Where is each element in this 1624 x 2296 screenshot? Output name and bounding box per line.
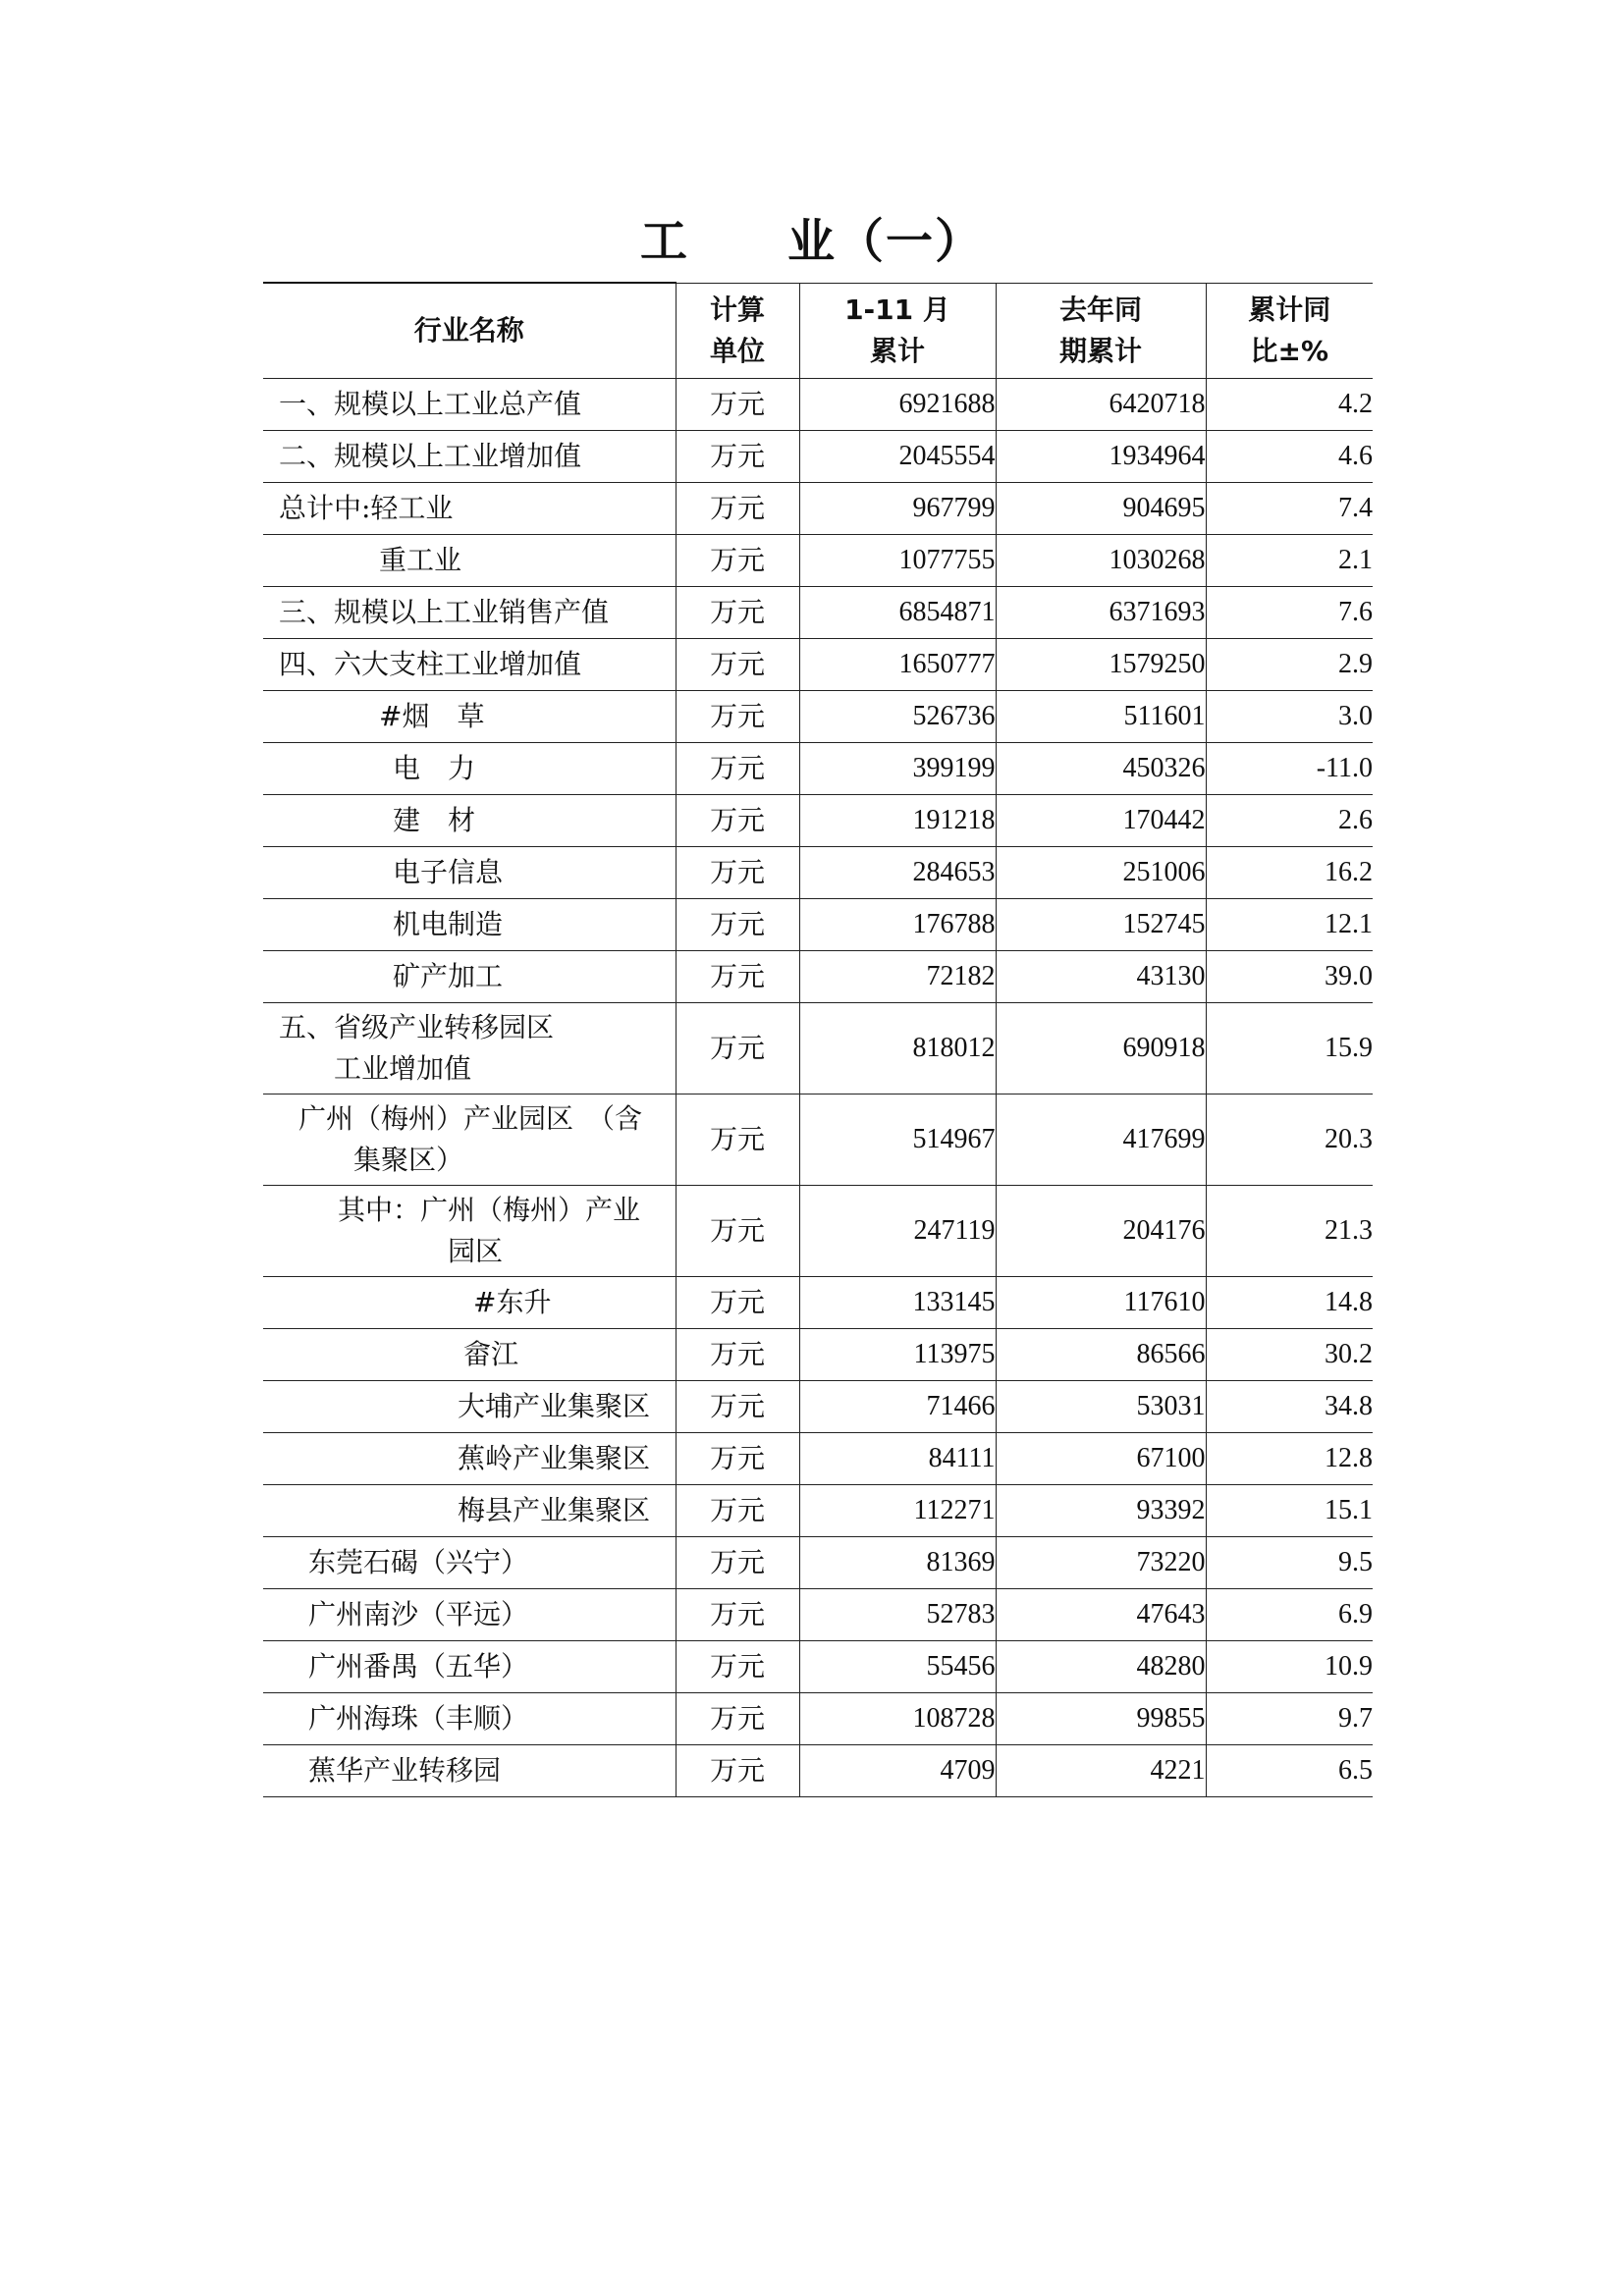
- row-current-cumulative: 4709: [799, 1745, 996, 1797]
- header-line: 期累计: [1058, 334, 1142, 367]
- table-row: [263, 1329, 1373, 1381]
- header-line: 累计同: [1248, 293, 1331, 326]
- table-row: [263, 951, 1373, 1003]
- row-industry-name: [263, 1381, 676, 1433]
- row-name-line: 其中：广州（梅州）产业: [338, 1194, 641, 1226]
- row-name-line: 工业增加值: [279, 1052, 472, 1085]
- table-row: [263, 847, 1373, 899]
- row-yoy-change: 30.2: [1206, 1329, 1373, 1381]
- row-name-line: 蕉岭产业集聚区: [458, 1442, 651, 1474]
- row-previous-cumulative: 450326: [996, 743, 1206, 795]
- row-yoy-change: 6.9: [1206, 1589, 1373, 1641]
- row-unit: 万元: [676, 1641, 799, 1693]
- table-row: [263, 1433, 1373, 1485]
- row-unit: 万元: [676, 1693, 799, 1745]
- row-industry-name: [263, 1641, 676, 1693]
- row-industry-name: [263, 1277, 676, 1329]
- row-industry-name: [263, 483, 676, 535]
- row-current-cumulative: 967799: [799, 483, 996, 535]
- row-industry-name: [263, 1693, 676, 1745]
- table-row: [263, 379, 1373, 431]
- header-line: 1-11 月: [844, 293, 950, 326]
- header-yoy-change: [1206, 283, 1373, 379]
- row-name-line: 集聚区）: [298, 1144, 464, 1176]
- row-current-cumulative: 72182: [799, 951, 996, 1003]
- row-previous-cumulative: 904695: [996, 483, 1206, 535]
- row-yoy-change: 15.1: [1206, 1485, 1373, 1537]
- row-unit: 万元: [676, 847, 799, 899]
- table-row: [263, 639, 1373, 691]
- row-current-cumulative: 84111: [799, 1433, 996, 1485]
- row-industry-name: [263, 1095, 676, 1186]
- row-name-line: 广州南沙（平远）: [308, 1598, 529, 1630]
- row-yoy-change: 9.5: [1206, 1537, 1373, 1589]
- row-previous-cumulative: 6371693: [996, 587, 1206, 639]
- table-header-row: [263, 283, 1373, 379]
- row-industry-name: [263, 1003, 676, 1095]
- header-line: 单位: [709, 334, 765, 367]
- row-name-line: 二、规模以上工业增加值: [279, 440, 582, 472]
- row-yoy-change: 21.3: [1206, 1186, 1373, 1277]
- row-name-line: 矿产加工: [393, 960, 504, 992]
- row-current-cumulative: 191218: [799, 795, 996, 847]
- row-unit: 万元: [676, 899, 799, 951]
- row-yoy-change: 2.6: [1206, 795, 1373, 847]
- table-row: [263, 1186, 1373, 1277]
- row-name-line: 园区: [338, 1235, 504, 1267]
- row-current-cumulative: 399199: [799, 743, 996, 795]
- row-name-line: 电 力: [393, 752, 476, 784]
- row-unit: 万元: [676, 379, 799, 431]
- row-yoy-change: 4.2: [1206, 379, 1373, 431]
- row-unit: 万元: [676, 1329, 799, 1381]
- row-previous-cumulative: 4221: [996, 1745, 1206, 1797]
- row-unit: 万元: [676, 1095, 799, 1186]
- table-row: [263, 483, 1373, 535]
- row-current-cumulative: 112271: [799, 1485, 996, 1537]
- row-yoy-change: 15.9: [1206, 1003, 1373, 1095]
- row-yoy-change: 20.3: [1206, 1095, 1373, 1186]
- row-current-cumulative: 1077755: [799, 535, 996, 587]
- row-unit: 万元: [676, 1745, 799, 1797]
- row-name-line: 总计中:轻工业: [279, 492, 454, 524]
- row-industry-name: [263, 951, 676, 1003]
- table-row: [263, 795, 1373, 847]
- row-name-line: 电子信息: [393, 856, 504, 888]
- table-row: [263, 743, 1373, 795]
- row-yoy-change: -11.0: [1206, 743, 1373, 795]
- row-unit: 万元: [676, 483, 799, 535]
- row-current-cumulative: 81369: [799, 1537, 996, 1589]
- row-name-line: 四、六大支柱工业增加值: [279, 648, 582, 680]
- table-row: [263, 1693, 1373, 1745]
- row-previous-cumulative: 99855: [996, 1693, 1206, 1745]
- row-name-line: 一、规模以上工业总产值: [279, 388, 582, 420]
- row-current-cumulative: 284653: [799, 847, 996, 899]
- row-unit: 万元: [676, 1186, 799, 1277]
- header-unit: [676, 283, 799, 379]
- row-yoy-change: 4.6: [1206, 431, 1373, 483]
- row-current-cumulative: 176788: [799, 899, 996, 951]
- row-yoy-change: 14.8: [1206, 1277, 1373, 1329]
- row-unit: 万元: [676, 1003, 799, 1095]
- row-yoy-change: 7.4: [1206, 483, 1373, 535]
- row-current-cumulative: 1650777: [799, 639, 996, 691]
- row-name-line: #烟 草: [379, 700, 485, 732]
- row-previous-cumulative: 6420718: [996, 379, 1206, 431]
- table-row: [263, 587, 1373, 639]
- row-yoy-change: 39.0: [1206, 951, 1373, 1003]
- row-yoy-change: 3.0: [1206, 691, 1373, 743]
- row-previous-cumulative: 48280: [996, 1641, 1206, 1693]
- row-industry-name: [263, 1329, 676, 1381]
- row-name-line: 重工业: [379, 544, 462, 576]
- row-current-cumulative: 514967: [799, 1095, 996, 1186]
- row-industry-name: [263, 431, 676, 483]
- row-unit: 万元: [676, 1485, 799, 1537]
- row-industry-name: [263, 847, 676, 899]
- row-unit: 万元: [676, 1537, 799, 1589]
- header-current-cumulative: [799, 283, 996, 379]
- table-row: [263, 1641, 1373, 1693]
- row-previous-cumulative: 67100: [996, 1433, 1206, 1485]
- table-row: [263, 1745, 1373, 1797]
- row-yoy-change: 2.9: [1206, 639, 1373, 691]
- row-unit: 万元: [676, 535, 799, 587]
- header-industry-name: [263, 283, 676, 379]
- row-unit: 万元: [676, 587, 799, 639]
- row-industry-name: [263, 1589, 676, 1641]
- row-name-line: 机电制造: [393, 908, 504, 940]
- header-previous-cumulative: [996, 283, 1206, 379]
- row-unit: 万元: [676, 1381, 799, 1433]
- row-yoy-change: 12.1: [1206, 899, 1373, 951]
- table-row: [263, 1537, 1373, 1589]
- table-row: [263, 691, 1373, 743]
- table-row: [263, 1277, 1373, 1329]
- row-current-cumulative: 526736: [799, 691, 996, 743]
- row-current-cumulative: 55456: [799, 1641, 996, 1693]
- row-industry-name: [263, 899, 676, 951]
- row-unit: 万元: [676, 1589, 799, 1641]
- row-previous-cumulative: 73220: [996, 1537, 1206, 1589]
- table-row: [263, 1003, 1373, 1095]
- row-previous-cumulative: 93392: [996, 1485, 1206, 1537]
- row-current-cumulative: 247119: [799, 1186, 996, 1277]
- industry-stats-table: [263, 282, 1373, 1797]
- row-current-cumulative: 108728: [799, 1693, 996, 1745]
- row-name-line: 梅县产业集聚区: [458, 1494, 651, 1526]
- table-row: [263, 1095, 1373, 1186]
- row-yoy-change: 16.2: [1206, 847, 1373, 899]
- row-previous-cumulative: 1579250: [996, 639, 1206, 691]
- row-industry-name: [263, 1433, 676, 1485]
- row-previous-cumulative: 152745: [996, 899, 1206, 951]
- row-industry-name: [263, 1186, 676, 1277]
- row-yoy-change: 6.5: [1206, 1745, 1373, 1797]
- row-current-cumulative: 113975: [799, 1329, 996, 1381]
- row-industry-name: [263, 795, 676, 847]
- row-industry-name: [263, 691, 676, 743]
- table-row: [263, 535, 1373, 587]
- table-body: [263, 379, 1373, 1797]
- row-name-line: 广州（梅州）产业园区 （含: [298, 1102, 643, 1135]
- row-yoy-change: 34.8: [1206, 1381, 1373, 1433]
- row-unit: 万元: [676, 795, 799, 847]
- row-previous-cumulative: 511601: [996, 691, 1206, 743]
- row-name-line: 畲江: [463, 1338, 519, 1370]
- table-row: [263, 1589, 1373, 1641]
- row-name-line: 建 材: [393, 804, 476, 836]
- row-yoy-change: 10.9: [1206, 1641, 1373, 1693]
- row-unit: 万元: [676, 431, 799, 483]
- row-industry-name: [263, 587, 676, 639]
- row-previous-cumulative: 690918: [996, 1003, 1206, 1095]
- row-previous-cumulative: 43130: [996, 951, 1206, 1003]
- row-previous-cumulative: 1030268: [996, 535, 1206, 587]
- row-yoy-change: 7.6: [1206, 587, 1373, 639]
- row-unit: 万元: [676, 743, 799, 795]
- row-name-line: 五、省级产业转移园区: [279, 1011, 555, 1043]
- row-name-line: 大埔产业集聚区: [458, 1390, 651, 1422]
- row-previous-cumulative: 170442: [996, 795, 1206, 847]
- row-current-cumulative: 6854871: [799, 587, 996, 639]
- row-industry-name: [263, 639, 676, 691]
- row-yoy-change: 9.7: [1206, 1693, 1373, 1745]
- row-name-line: #东升: [473, 1286, 552, 1318]
- table-row: [263, 899, 1373, 951]
- row-previous-cumulative: 117610: [996, 1277, 1206, 1329]
- row-current-cumulative: 818012: [799, 1003, 996, 1095]
- table-row: [263, 1485, 1373, 1537]
- row-previous-cumulative: 47643: [996, 1589, 1206, 1641]
- table-row: [263, 431, 1373, 483]
- row-name-line: 东莞石碣（兴宁）: [308, 1546, 529, 1578]
- header-line: 比±%: [1250, 334, 1329, 367]
- row-current-cumulative: 52783: [799, 1589, 996, 1641]
- row-current-cumulative: 6921688: [799, 379, 996, 431]
- row-previous-cumulative: 417699: [996, 1095, 1206, 1186]
- row-unit: 万元: [676, 1277, 799, 1329]
- header-line: 去年同: [1058, 293, 1142, 326]
- row-current-cumulative: 71466: [799, 1381, 996, 1433]
- header-line: 累计: [869, 334, 925, 367]
- header-line: 行业名称: [413, 314, 524, 347]
- row-yoy-change: 2.1: [1206, 535, 1373, 587]
- row-name-line: 广州番禺（五华）: [308, 1650, 529, 1682]
- row-name-line: 蕉华产业转移园: [308, 1754, 502, 1787]
- row-current-cumulative: 133145: [799, 1277, 996, 1329]
- row-name-line: 三、规模以上工业销售产值: [279, 596, 610, 628]
- row-yoy-change: 12.8: [1206, 1433, 1373, 1485]
- row-industry-name: [263, 743, 676, 795]
- page-title: 工 业（一）: [639, 214, 984, 269]
- header-line: 计算: [709, 293, 765, 326]
- row-unit: 万元: [676, 951, 799, 1003]
- row-previous-cumulative: 1934964: [996, 431, 1206, 483]
- row-unit: 万元: [676, 1433, 799, 1485]
- row-industry-name: [263, 1537, 676, 1589]
- row-previous-cumulative: 204176: [996, 1186, 1206, 1277]
- row-unit: 万元: [676, 639, 799, 691]
- table-row: [263, 1381, 1373, 1433]
- row-industry-name: [263, 535, 676, 587]
- row-name-line: 广州海珠（丰顺）: [308, 1702, 529, 1735]
- row-industry-name: [263, 1745, 676, 1797]
- row-unit: 万元: [676, 691, 799, 743]
- row-previous-cumulative: 251006: [996, 847, 1206, 899]
- row-industry-name: [263, 379, 676, 431]
- row-previous-cumulative: 53031: [996, 1381, 1206, 1433]
- row-previous-cumulative: 86566: [996, 1329, 1206, 1381]
- row-industry-name: [263, 1485, 676, 1537]
- row-current-cumulative: 2045554: [799, 431, 996, 483]
